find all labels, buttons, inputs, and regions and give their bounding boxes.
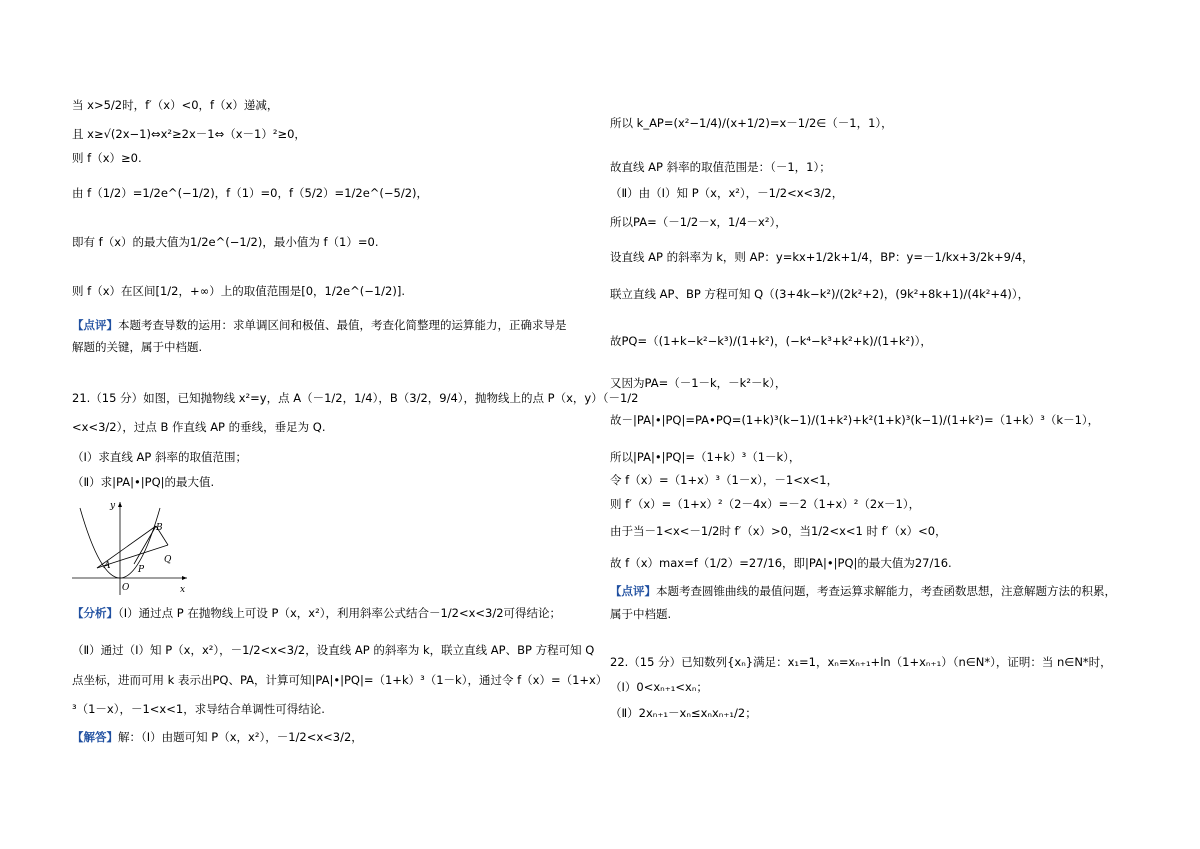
- problem-22-header: 22.（15 分）已知数列{xₙ}满足：x₁=1，xₙ=xₙ₊₁+ln（1+xₙ₊₁）（n∈N*），证明：当 n∈N*时，: [610, 655, 1112, 669]
- text-line: 则 f′（x）=（1+x）²（2－4x）=－2（1+x）²（2x－1），: [610, 497, 921, 511]
- point-a-label: A: [104, 561, 111, 571]
- text-line: 即有 f（x）的最大值为1/2e^(−1/2)，最小值为 f（1）=0.: [72, 235, 379, 249]
- parabola-figure: [72, 500, 192, 600]
- text-line: 故 f（x）max=f（1/2）=27/16，即|PA|•|PQ|的最大值为27/16.: [610, 556, 952, 570]
- analysis-tag: 【分析】: [72, 606, 118, 620]
- text-line: 所以|PA|•|PQ|=（1+k）³（1－k），: [610, 450, 801, 464]
- point-b-label: B: [156, 523, 163, 533]
- text-line: 故PQ=（(1+k−k²−k³)/(1+k²)，(−k⁴−k³+k²+k)/(1+k²)），: [610, 334, 932, 348]
- text-line: 设直线 AP 的斜率为 k，则 AP：y=kx+1/2k+1/4，BP：y=－1/kx+3/2k+9/4，: [610, 250, 1034, 264]
- text-line: 当 x>5/2时，f′（x）<0，f（x）递减，: [72, 98, 279, 112]
- comment-paragraph: [610, 584, 1116, 598]
- text-line: <x<3/2），过点 B 作直线 AP 的垂线，垂足为 Q.: [72, 420, 326, 434]
- text-line: （Ⅱ）求|PA|•|PQ|的最大值.: [72, 475, 215, 489]
- comment-text: 本题考查圆锥曲线的最值问题，考查运算求解能力，考查函数思想，注意解题方法的积累，: [656, 584, 1116, 598]
- text-line: 所以PA=（－1/2－x，1/4－x²），: [610, 215, 787, 229]
- text-line: 所以 k_AP=(x²−1/4)/(x+1/2)=x－1/2∈（－1，1），: [610, 116, 893, 130]
- point-p-label: P: [138, 565, 145, 575]
- text-line: 故－|PA|•|PQ|=PA•PQ=(1+k)³(k−1)/(1+k²)+k²(1+k)³(k−1)/(1+k²)=（1+k）³（k－1），: [610, 413, 1100, 427]
- text-line: （Ⅱ）2xₙ₊₁－xₙ≤xₙxₙ₊₁/2；: [610, 706, 757, 720]
- text-line: 联立直线 AP、BP 方程可知 Q（(3+4k−k²)/(2k²+2)，(9k²+8k+1)/(4k²+4)），: [610, 287, 1030, 301]
- solution-paragraph: [72, 730, 363, 744]
- analysis-text: （Ⅰ）通过点 P 在抛物线上可设 P（x，x²），利用斜率公式结合－1/2<x<3/2可得结论；: [118, 606, 562, 620]
- text-line: 解题的关键，属于中档题.: [72, 340, 203, 354]
- text-line: 由 f（1/2）=1/2e^(−1/2)，f（1）=0，f（5/2）=1/2e^(−5/2)，: [72, 186, 429, 200]
- text-line: （Ⅱ）由（Ⅰ）知 P（x，x²），－1/2<x<3/2，: [610, 186, 844, 200]
- analysis-paragraph: [72, 606, 561, 620]
- solution-tag: 【解答】: [72, 730, 118, 744]
- origin-label: O: [122, 583, 130, 593]
- text-line: 令 f（x）=（1+x）³（1－x），－1<x<1，: [610, 473, 839, 487]
- text-line: （Ⅰ）0<xₙ₊₁<xₙ；: [610, 680, 708, 694]
- text-line: 属于中档题.: [610, 607, 672, 621]
- text-line: （Ⅰ）求直线 AP 斜率的取值范围；: [72, 450, 248, 464]
- text-line: 由于当－1<x<－1/2时 f′（x）>0，当1/2<x<1 时 f′（x）<0，: [610, 524, 947, 538]
- x-label: x: [180, 585, 186, 595]
- text-line: 则 f（x）在区间[1/2，+∞）上的取值范围是[0，1/2e^(−1/2)].: [72, 284, 405, 298]
- problem-21-header: 21.（15 分）如图，已知抛物线 x²=y，点 A（－1/2，1/4），B（3/2，9/4），抛物线上的点 P（x，y）（－1/2: [72, 391, 639, 405]
- text-line: 点坐标，进而可用 k 表示出PQ、PA，计算可知|PA|•|PQ|=（1+k）³（1－k），通过令 f（x）=（1+x）: [72, 673, 608, 687]
- text-line: （Ⅱ）通过（Ⅰ）知 P（x，x²），－1/2<x<3/2，设直线 AP 的斜率为 k，联立直线 AP、BP 方程可知 Q: [72, 643, 595, 657]
- text-line: 又因为PA=（－1－k，－k²－k），: [610, 376, 787, 390]
- comment-text: 本题考查导数的运用：求单调区间和极值、最值，考查化简整理的运算能力，正确求导是: [118, 318, 567, 332]
- text-line: 则 f（x）≥0.: [72, 151, 142, 165]
- comment-tag: 【点评】: [72, 318, 118, 332]
- text-line: 故直线 AP 斜率的取值范围是：（－1，1）；: [610, 160, 831, 174]
- comment-tag: 【点评】: [610, 584, 656, 598]
- y-axis-arrow: [118, 502, 122, 507]
- line-bp: [134, 526, 156, 564]
- comment-paragraph: [72, 318, 567, 332]
- point-q-label: Q: [164, 555, 172, 565]
- solution-text: 解：（Ⅰ）由题可知 P（x，x²），－1/2<x<3/2，: [118, 730, 363, 744]
- text-line: ³（1－x），－1<x<1，求导结合单调性可得结论.: [72, 702, 325, 716]
- y-label: y: [110, 501, 116, 511]
- x-axis-arrow: [182, 576, 187, 580]
- text-line: 且 x≥√(2x−1)⇔x²≥2x－1⇔（x－1）²≥0，: [72, 127, 306, 141]
